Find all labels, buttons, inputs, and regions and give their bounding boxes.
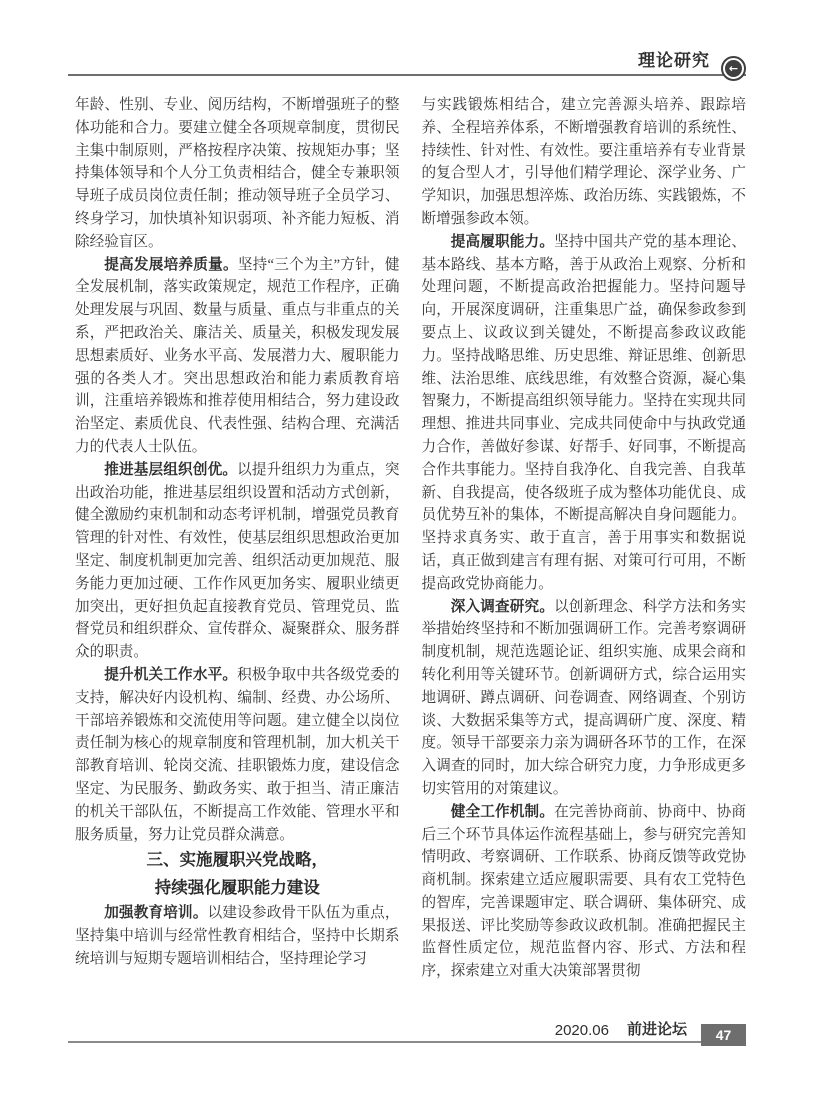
paragraph-continuation: [75, 94, 400, 254]
paragraph-text: 年龄、性别、专业、阅历结构，不断增强班子的整体功能和合力。要建立健全各项规章制度，贯彻民主集中制原则，严格按程序决策、按规矩办事；坚持集体领导和个人分工负责相结合，健全专兼职领导班子成员岗位责任制；推动领导班子全员学习、终身学习，加快填补知识弱项、补齐能力短板、消除经验盲区。: [75, 97, 400, 250]
paragraph-text: 以建设参政骨干队伍为重点，坚持集中培训与经常性教育相结合，坚持中长期系统培训与短期专题培训相结合，坚持理论学习: [75, 905, 400, 967]
paragraph: [75, 902, 400, 970]
paragraph-lead: 提升机关工作水平。: [104, 666, 238, 683]
page-header: [68, 0, 746, 76]
paragraph-text: 在完善协商前、协商中、协商后三个环节具体运作流程基础上，参与研究完善知情明政、考察调研、工作联系、协商反馈等政党协商机制。探索建立适应履职需要、具有农工党特色的智库，完善课题审定、联合调研、集体研究、成果报送、评比奖励等参政议政机制。准确把握民主监督性质定位，规范监督内容、形式、方法和程序，探索建立对重大决策部署贯彻: [421, 803, 746, 980]
paragraph-lead: 推进基层组织创优。: [104, 461, 238, 478]
header-title: 理论研究: [638, 51, 710, 70]
paragraph-text: 积极争取中共各级党委的支持，解决好内设机构、编制、经费、办公场所、干部培养锻炼和交流使用等问题。建立健全以岗位责任制为核心的规章制度和管理机制，加大机关干部教育培训、轮岗交流、挂职锻炼力度，建设信念坚定、为民服务、勤政务实、敢于担当、清正廉洁的机关干部队伍，不断提高工作效能、管理水平和服务质量，努力让党员群众满意。: [75, 666, 400, 843]
paragraph-text: 坚持“三个为主”方针，健全发展机制，落实政策规定，规范工作程序，正确处理发展与巩固、数量与质量、重点与非重点的关系，严把政治关、廉洁关、质量关，积极发现发展思想素质好、业务水平高、发展潜力大、履职能力强的各类人才。突出思想政治和能力素质教育培训，注重培养锻炼和推荐使用相结合，努力建设政治坚定、素质优良、代表性强、结构合理、充满活力的代表人士队伍。: [75, 256, 400, 455]
paragraph-continuation: [422, 94, 747, 231]
paragraph-lead: 深入调查研究。: [450, 598, 555, 615]
footer-journal-name: 前进论坛: [626, 1022, 687, 1038]
journal-logo-icon: [721, 56, 746, 81]
left-arrow-icon: ←: [725, 60, 742, 77]
paragraph-text: 与实践锻炼相结合，建立完善源头培养、跟踪培养、全程培养体系，不断增强教育培训的系统性、持续性、针对性、有效性。要注重培养有专业背景的复合型人才，引导他们精学理论、深学业务、广学知识，加强思想淬炼、政治历练、实践锻炼，不断增强参政本领。: [421, 97, 746, 227]
page-content: [75, 94, 746, 983]
paragraph-lead: 提高履职能力。: [450, 233, 555, 250]
paragraph: [75, 254, 400, 459]
footer-issue: 2020.06: [554, 1022, 609, 1039]
paragraph: [75, 459, 400, 664]
section-heading-line2: 持续强化履职能力建设: [154, 878, 320, 898]
right-column: [422, 94, 747, 983]
section-heading: [75, 846, 400, 902]
paragraph-text: 以创新理念、科学方法和务实举措始终坚持和不断加强调研工作。完善考察调研制度机制，规范选题论证、组织实施、成果会商和转化利用等关键环节。创新调研方式，综合运用实地调研、蹲点调研、问卷调查、网络调查、个别访谈、大数据采集等方式，提高调研广度、深度、精度。领导干部要亲力亲为调研各环节的工作，在深入调查的同时，加大综合研究力度，力争形成更多切实管用的对策建议。: [421, 598, 746, 797]
page-footer: [68, 1018, 746, 1043]
section-heading-line1: 三、实施履职兴党战略，: [146, 850, 328, 870]
paragraph-lead: 加强教育培训。: [104, 905, 208, 922]
paragraph: [422, 596, 747, 801]
paragraph: [75, 664, 400, 846]
paragraph-text: 以提升组织力为重点，突出政治功能，推进基层组织设置和活动方式创新，健全激励约束机制和动态考评机制，增强党员教育管理的针对性、有效性，使基层组织思想政治更加坚定、制度机制更加完善、组织活动更加规范、服务能力更加过硬、工作作风更加务实、履职业绩更加突出，更好担负起直接教育党员、管理党员、监督党员和组织群众、宣传群众、凝聚群众、服务群众的职责。: [75, 461, 400, 661]
page-number-badge: 47: [701, 1024, 746, 1046]
paragraph: [422, 231, 747, 596]
paragraph-lead: 健全工作机制。: [450, 803, 555, 820]
paragraph: [422, 801, 747, 983]
paragraph-lead: 提高发展培养质量。: [104, 256, 238, 273]
left-column: [75, 94, 400, 983]
paragraph-text: 坚持中国共产党的基本理论、基本路线、基本方略，善于从政治上观察、分析和处理问题，不断提高政治把握能力。坚持问题导向，开展深度调研，注重集思广益，确保参政参到要点上、议政议到关键处，不断提高参政议政能力。坚持战略思维、历史思维、辩证思维、创新思维、法治思维、底线思维，有效整合资源，凝心集智聚力，不断提高组织领导能力。坚持在实现共同理想、推进共同事业、完成共同使命中与执政党通力合作，善做好参谋、好帮手、好同事，不断提高合作共事能力。坚持自我净化、自我完善、自我革新、自我提高，使各级班子成为整体功能优良、成员优势互补的集体，不断提高解决自身问题能力。坚持求真务实、敢于直言，善于用事实和数据说话，真正做到建言有理有据、对策可行可用，不断提高政党协商能力。: [421, 233, 746, 592]
